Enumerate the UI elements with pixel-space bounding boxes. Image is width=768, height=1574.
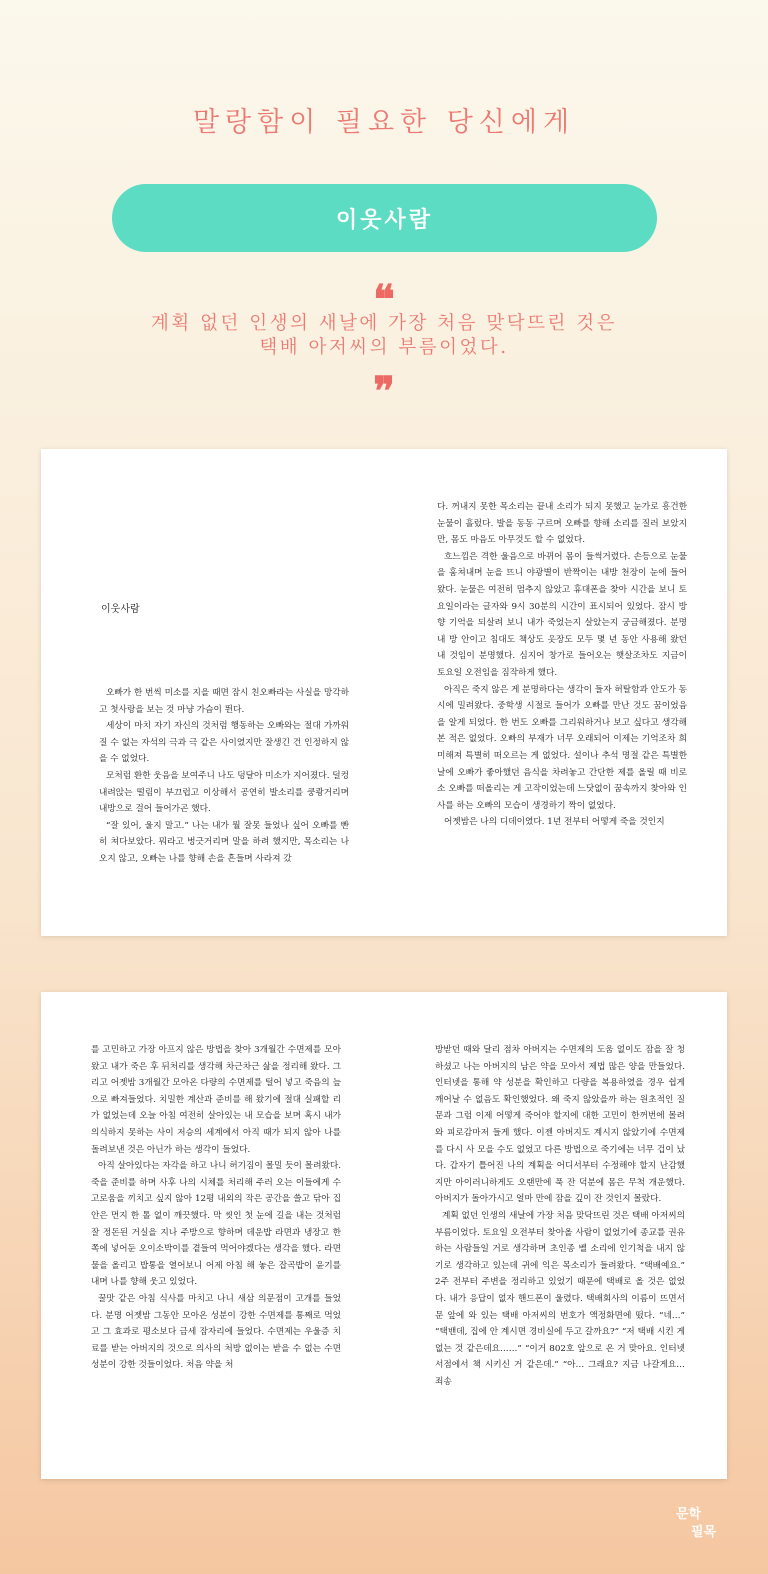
logo-text-line: 문학 [676,1507,702,1522]
close-quote-icon: ❞ [373,368,395,415]
paragraph: 를 고민하고 가장 아프지 않은 방법을 찾아 3개월간 수면제를 모아왔고 내가 죽은 후 뒤처리를 생각해 차근차근 삶을 정리해 왔다. 그리고 어젯밤 3개월간 모아온 다량의 수면제를 털어 넣고 죽음의 늪으로 빠져들었다. 치밀한 계산과 준비를 해 왔기에 절대 실패할 리가 없었는데 오늘 아침 여전히 살아있는 내 모습을 보며 혹시 내가 의식하지 못하는 사이 저승의 세계에서 아직 때가 되지 않아 나를 돌려보낸 것은 아닌가 하는 생각이 들었다. [91,1045,341,1155]
paragraph: 오빠가 한 번씩 미소를 지을 때면 잠시 친오빠라는 사실을 망각하고 첫사랑을 보는 것 마냥 가슴이 뛴다. [99,688,350,715]
chapter-title: 이웃사람 [101,604,140,615]
paragraph: “잘 있어, 울지 말고.” 나는 내가 뭘 잘못 들었나 싶어 오빠를 빤히 쳐다보았다. 뭐라고 벙긋거리며 말을 하려 했지만, 목소리는 나오지 않고, 오빠는 나를 향해 손을 흔들며 사라져 갔 [99,820,349,864]
paragraph: 아직 살아있다는 자각을 하고 나니 허기짐이 몰밀 듯이 몰려왔다. 죽을 준비를 하며 사후 나의 시체를 처리해 주러 오는 이들에게 수고로움을 끼치고 싶지 않아 12평 내외의 작은 공간을 쓸고 닦아 집안은 먼지 한 톨 없이 깨끗했다. 막 씻인 첫 눈에 길을 내는 것처럼 잘 정돈된 거실을 지나 주방으로 향하며 데운밥 라면과 냉장고 한쪽에 넣어둔 오이소박이를 곁들여 먹어야겠다는 생각을 했다. 라면 물을 올리고 밥통을 열어보니 어제 아침 해 놓은 잡곡밥이 윤기를 내며 나를 향해 웃고 있었다. [91,1161,342,1288]
paragraph: 꿀맛 같은 아침 식사를 마치고 나니 새삼 의문점이 고개를 들었다. 분명 어젯밤 그동안 모아온 성분이 강한 수면제를 통째로 먹었고 그 효과로 평소보다 금세 잠자리에 들었다. 수면제는 우울증 치료를 받는 아버지의 것으로 의사의 처방 없이는 받을 수 없는 수면 성분이 강한 것들이었다. 처음 약을 처 [91,1293,341,1371]
left-page-text [99,685,349,868]
book-spread-1 [41,449,727,936]
pull-quote-line: 택배 아저씨의 부름이었다. [259,337,509,358]
open-quote-icon: ❝ [373,276,395,323]
paragraph: 방받던 때와 달리 점차 아버지는 수면제의 도움 없이도 잠을 잘 청하셨고 나는 아버지의 남은 약을 모아서 제법 많은 양을 만들었다. 인터넷을 통해 약 성분을 확인하고 다량을 복용하였을 경우 쉽게 깨어날 수 없음도 확인했었다. 왜 죽지 않았을까 하는 원초적인 질문과 그럼 이제 어떻게 죽어야 할지에 대한 고민이 한꺼번에 몰려와 피로감마저 들게 했다. 이젠 아버지도 계시지 않았기에 수면제를 다시 사 모을 수도 없었고 다른 방법으로 죽기에는 너무 겁이 났다. 갑자기 틀어진 나의 계획을 어디서부터 수정해야 할지 난감했지만 아이러니하게도 오랜만에 푹 잔 덕분에 몸은 무척 개운했다. 아버지가 돌아가시고 얼마 만에 잠을 깊이 잔 것인지 몰랐다. [435,1045,685,1205]
brand-logo [673,1505,719,1545]
paragraph: 계획 없던 인생의 새날에 가장 처음 맞닥뜨린 것은 택배 아저씨의 부름이었다. 토요일 오전부터 찾아올 사람이 없었기에 종교를 권유하는 사람들일 거로 생각하며 초인종 벨 소리에 인기척을 내지 않기로 생각하고 있는데 귀에 익은 목소리가 들려왔다. “택배예요.” 2주 전부터 주변을 정리하고 있었기 때문에 택배로 올 것은 없었다. 내가 응답이 없자 핸드폰이 울렸다. 택배회사의 이름이 뜨면서 문 앞에 와 있는 택배 아저씨의 번호가 액정화면에 떴다. “네…” “택밴데, 집에 안 계시면 경비실에 두고 갈까요?” “저 택배 시킨 게 없는 것 같은데요……” “이거 802호 앞으로 온 거 맞아요. 인터넷 서점에서 책 시키신 거 같은데.” “아… 그래요? 지금 나갈게요… 죄송 [435,1210,686,1387]
right-page-text [435,1042,685,1390]
right-page-text [437,499,687,831]
pull-quote-line: 계획 없던 인생의 새날에 가장 처음 맞닥뜨린 것은 [150,313,618,334]
paragraph: 모처럼 환한 웃음을 보여주니 나도 덩달아 미소가 지어졌다. 덜컹 내려앉는 떨림이 부끄럽고 이상해서 공연히 발소리를 쿵쾅거리며 내방으로 걸어 들어가곤 했다. [99,770,350,815]
pull-quote [0,312,768,360]
page-title: 말랑함이 필요한 당신에게 [192,107,576,138]
book-spread-2 [41,992,727,1479]
logo-text-line: 필목 [691,1525,717,1540]
paragraph: 어젯밤은 나의 디데이였다. 1년 전부터 어떻게 죽을 것인지 [443,817,665,828]
paragraph: 아직은 죽지 않은 게 분명하다는 생각이 들자 허탈함과 안도가 동시에 밀려왔다. 중학생 시절로 들어가 오빠를 만난 것도 꿈이었음을 알게 되었다. 한 번도 오빠를 그리워하거나 보고 싶다고 생각해본 적은 없었다. 오빠의 부재가 너무 오래되어 이제는 기억조차 희미해져 특별히 떠오르는 게 없었다. 설이나 추석 명절 같은 특별한 날에 오빠가 좋아했던 음식을 차려놓고 간단한 제를 올릴 때 비로소 오빠를 떠올리는 게 고작이었는데 느닷없이 꿈속까지 찾아와 인사를 하는 오빠의 모습이 생경하기 짝이 없었다. [437,684,688,811]
paragraph: 다. 꺼내지 못한 목소리는 끝내 소리가 되지 못했고 눈가로 흥건한 눈물이 흘렀다. 발을 동동 구르며 오빠를 향해 소리를 질러 보았지만, 몸도 마음도 아무것도 할 수 없었다. [437,502,687,546]
paragraph: 흐느낌은 격한 울음으로 바뀌어 몸이 들썩거렸다. 손등으로 눈물을 훔쳐내며 눈을 뜨니 야광별이 반짝이는 내방 천장이 눈에 들어왔다. 눈물은 여전히 멈추지 않았고 휴대폰을 찾아 시간을 보니 토요일이라는 글자와 9시 30분의 시간이 표시되어 있었다. 잠시 방향 기억을 되살려 보니 내가 죽었는지 살았는지 궁금해졌다. 분명 내 방 안이고 침대도 책상도 옷장도 모두 몇 년 동안 사용해 왔던 내 것임이 분명했다. 심지어 창가로 들어오는 햇살조차도 지금이 토요일 오전임을 짐작하게 했다. [437,551,687,678]
paragraph: 세상이 마치 자기 자신의 것처럼 행동하는 오빠와는 절대 가까워질 수 없는 자석의 극과 극 같은 사이였지만 잘생긴 건 인정하지 않을 수 없었다. [99,721,349,765]
left-page-text [91,1042,341,1374]
story-title-label: 이웃사람 [335,207,433,233]
story-title-pill [112,184,657,252]
